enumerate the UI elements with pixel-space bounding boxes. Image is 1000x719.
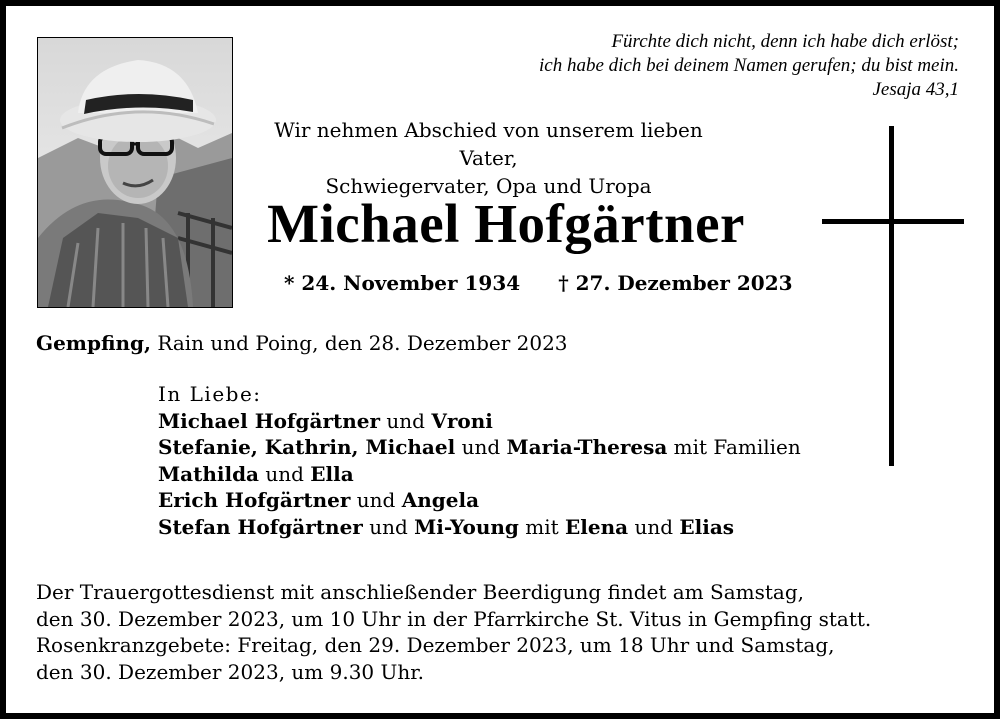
family-lines <box>158 408 801 541</box>
quote-line-2: ich habe dich bei deinem Namen gerufen; du bist mein. <box>538 55 959 76</box>
family-member-name: Angela <box>401 488 480 513</box>
family-line <box>158 434 801 461</box>
family-line <box>158 461 801 488</box>
service-line-2: den 30. Dezember 2023, um 10 Uhr in der Pfarrkirche St. Vitus in Gempfing statt. <box>36 606 872 631</box>
family-connector: und <box>362 514 415 539</box>
obituary-card <box>6 6 994 713</box>
family-member-name: Vroni <box>431 408 493 433</box>
portrait-photo-icon <box>38 38 232 307</box>
family-line <box>158 408 801 435</box>
service-line-4: den 30. Dezember 2023, um 9.30 Uhr. <box>36 660 424 685</box>
family-connector: und <box>455 435 507 460</box>
family-member-name: Michael Hofgärtner <box>158 408 381 433</box>
intro-text <box>246 116 731 200</box>
birth-date: * 24. November 1934 <box>284 271 521 295</box>
family-connector: mit Familien <box>667 435 801 460</box>
portrait-photo <box>37 37 233 308</box>
deceased-name: Michael Hofgärtner <box>267 193 745 254</box>
family-line <box>158 487 801 514</box>
family-connector: und <box>380 408 432 433</box>
cross-icon <box>889 126 894 466</box>
family-member-name: Elias <box>679 514 735 539</box>
place-and-date <box>36 329 568 357</box>
cross-icon-bar <box>822 219 964 224</box>
family-connector: und <box>350 488 402 513</box>
family-connector: und <box>628 514 680 539</box>
death-date: † 27. Dezember 2023 <box>558 271 793 295</box>
family-connector: und <box>259 461 311 486</box>
family-connector: mit <box>518 514 566 539</box>
family-member-name: Mathilda <box>158 461 260 486</box>
place-bold: Gempfing, <box>36 331 151 355</box>
intro-line-1: Wir nehmen Abschied von unserem lieben Vater, <box>274 118 703 170</box>
family-heading: In Liebe: <box>158 382 262 406</box>
family-member-name: Elena <box>565 514 629 539</box>
family-list <box>158 381 801 541</box>
family-member-name: Mi-Young <box>414 514 519 539</box>
family-member-name: Stefan Hofgärtner <box>158 514 363 539</box>
family-member-name: Ella <box>310 461 354 486</box>
family-member-name: Maria-Theresa <box>506 435 668 460</box>
service-info <box>36 579 871 686</box>
family-member-name: Stefanie, Kathrin, Michael <box>158 435 456 460</box>
bible-quote <box>539 30 959 102</box>
intro-line-2: Schwiegervater, Opa und Uropa <box>325 174 652 198</box>
family-line <box>158 514 801 541</box>
quote-source: Jesaja 43,1 <box>872 79 959 100</box>
service-line-1: Der Trauergottesdienst mit anschließender Beerdigung findet am Samstag, <box>36 580 804 604</box>
quote-line-1: Fürchte dich nicht, denn ich habe dich erlöst; <box>611 31 959 52</box>
service-line-3: Rosenkranzgebete: Freitag, den 29. Dezember 2023, um 18 Uhr und Samstag, <box>36 633 835 658</box>
life-dates <box>284 271 793 295</box>
place-rest: Rain und Poing, den 28. Dezember 2023 <box>150 331 568 355</box>
family-member-name: Erich Hofgärtner <box>158 488 351 513</box>
